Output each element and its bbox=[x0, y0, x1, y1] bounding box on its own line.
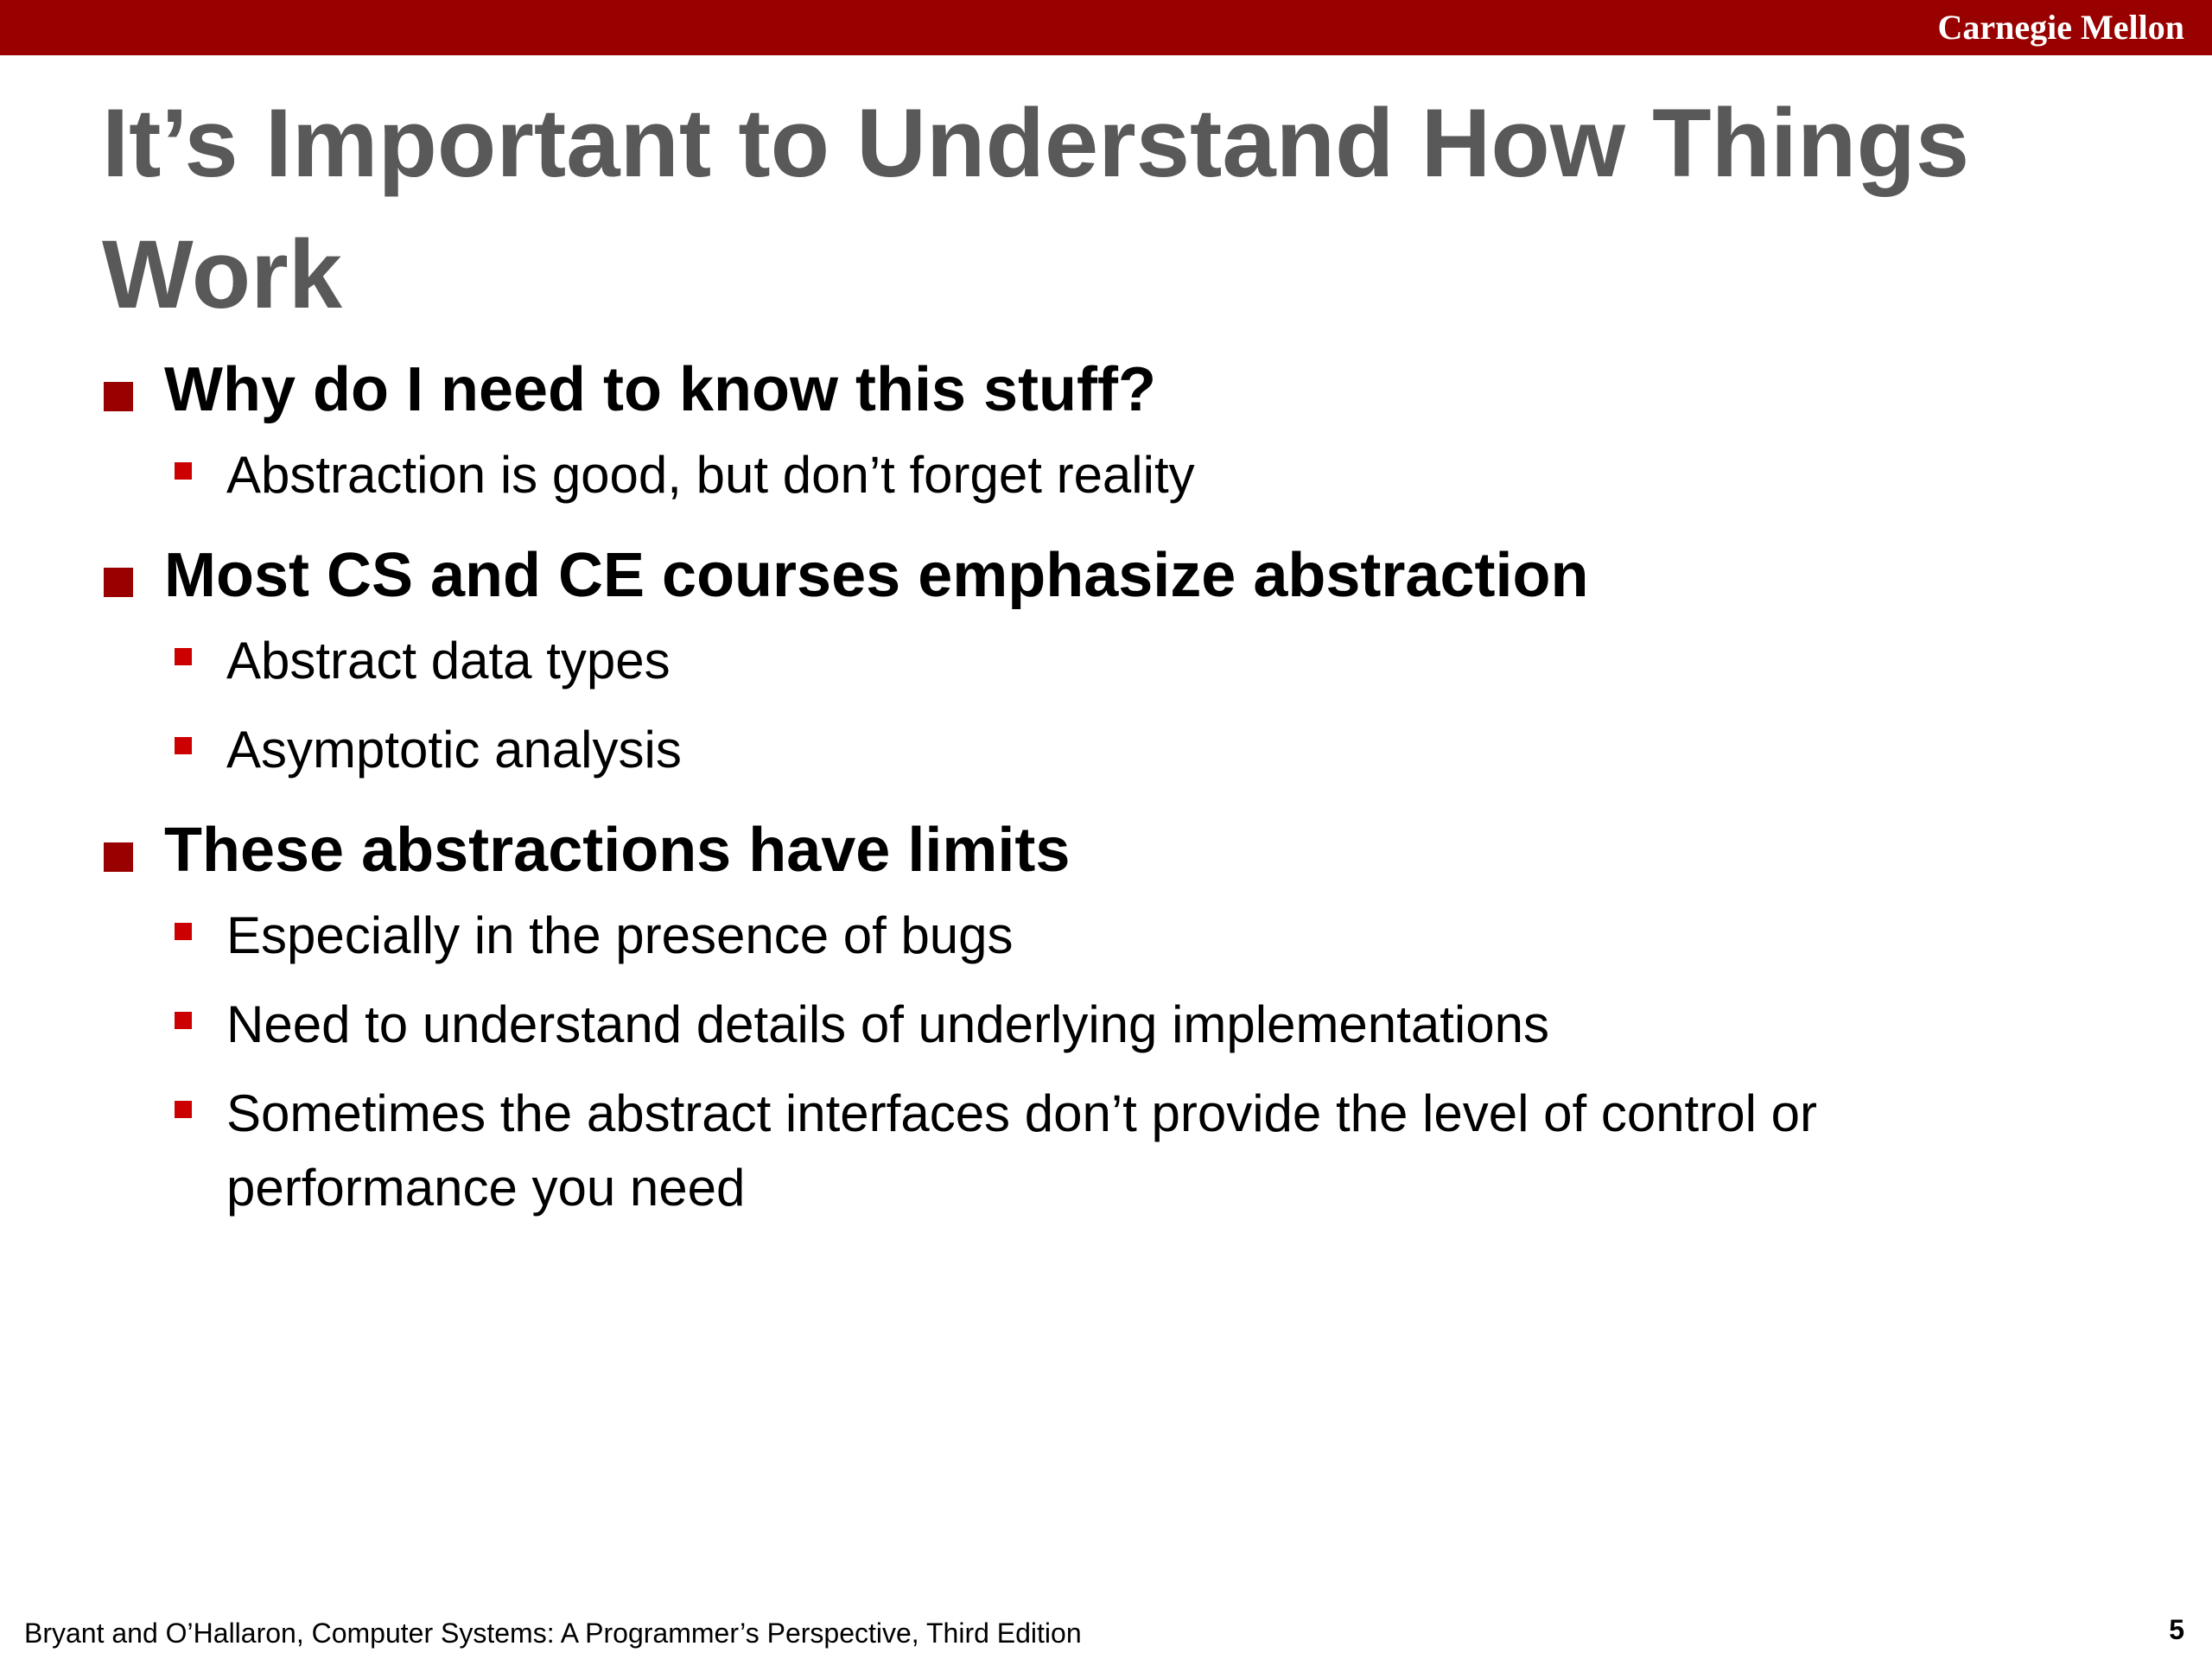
square-bullet-icon bbox=[175, 1101, 192, 1118]
bullet-item bbox=[102, 802, 2107, 899]
footer-citation: Bryant and O’Hallaron, Computer Systems: A Programmer’s Perspective, Third Edition bbox=[24, 1618, 1082, 1649]
sub-bullet-item bbox=[226, 438, 2093, 512]
bullet-text: These abstractions have limits bbox=[164, 816, 1071, 885]
bullet-group bbox=[102, 802, 2107, 1225]
sub-bullet-item bbox=[226, 624, 2093, 698]
sub-bullet-text: Sometimes the abstract interfaces don’t provide the level of control or performance you need bbox=[226, 1084, 1817, 1217]
sub-bullet-text: Need to understand details of underlying implementations bbox=[226, 995, 1549, 1053]
sub-bullet-item bbox=[226, 1077, 2093, 1225]
bullet-item bbox=[102, 527, 2107, 624]
bullet-list bbox=[102, 341, 2107, 1240]
square-bullet-icon bbox=[175, 737, 192, 754]
sub-bullet-item bbox=[226, 988, 2093, 1062]
sub-bullet-text: Abstract data types bbox=[226, 632, 671, 690]
square-bullet-icon bbox=[104, 842, 133, 872]
bullet-group bbox=[102, 527, 2107, 787]
square-bullet-icon bbox=[175, 462, 192, 480]
sub-bullet-text: Especially in the presence of bugs bbox=[226, 906, 1014, 964]
sub-bullet-item bbox=[226, 899, 2093, 973]
bullet-item bbox=[102, 341, 2107, 438]
square-bullet-icon bbox=[104, 382, 133, 411]
bullet-text: Most CS and CE courses emphasize abstraction bbox=[164, 541, 1589, 610]
sub-bullet-item bbox=[226, 713, 2093, 787]
page-number: 5 bbox=[2169, 1614, 2184, 1645]
square-bullet-icon bbox=[175, 1012, 192, 1029]
brand-label: Carnegie Mellon bbox=[1937, 8, 2184, 47]
square-bullet-icon bbox=[104, 568, 133, 597]
slide-title: It’s Important to Understand How Things Work bbox=[102, 89, 1970, 328]
square-bullet-icon bbox=[175, 648, 192, 665]
bullet-text: Why do I need to know this stuff? bbox=[164, 355, 1156, 424]
header-bar bbox=[0, 0, 2212, 55]
bullet-group bbox=[102, 341, 2107, 512]
square-bullet-icon bbox=[175, 923, 192, 940]
sub-bullet-text: Abstraction is good, but don’t forget reality bbox=[226, 446, 1195, 504]
sub-bullet-text: Asymptotic analysis bbox=[226, 721, 682, 779]
